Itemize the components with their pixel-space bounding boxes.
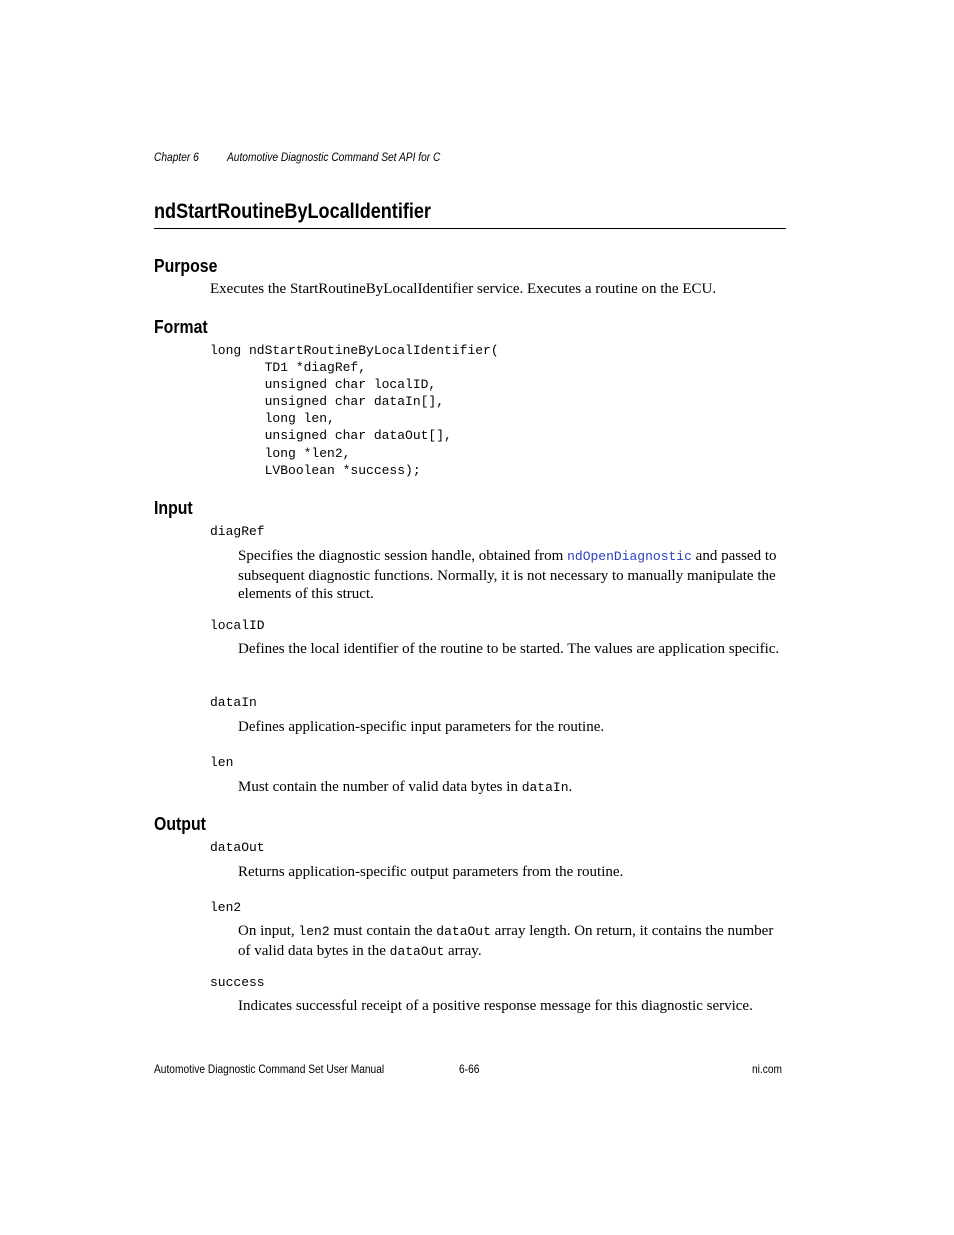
header-chapter: Chapter 6 bbox=[154, 150, 199, 164]
output-heading: Output bbox=[154, 814, 206, 834]
purpose-heading: Purpose bbox=[154, 256, 218, 276]
page-title: ndStartRoutineByLocalIdentifier bbox=[154, 200, 431, 223]
param-desc-diagRef: Specifies the diagnostic session handle, obtained from ndOpenDiagnostic and passed to subsequent diagnostic functions. Normally, it is not necessary to manually manipulate the elements of this struct. bbox=[238, 548, 777, 603]
param-name-dataOut: dataOut bbox=[210, 840, 265, 855]
param-desc-localID: Defines the local identifier of the routine to be started. The values are application specific. bbox=[238, 641, 780, 657]
param-name-len: len bbox=[210, 755, 234, 770]
param-name-diagRef: diagRef bbox=[210, 524, 265, 539]
footer-manual: Automotive Diagnostic Command Set User Manual bbox=[154, 1062, 385, 1076]
footer-page-number: 6-66 bbox=[459, 1062, 480, 1076]
ndopendiagnostic-link[interactable]: ndOpenDiagnostic bbox=[567, 549, 692, 564]
footer-site: ni.com bbox=[752, 1062, 783, 1076]
param-desc-len: Must contain the number of valid data bytes in dataIn. bbox=[238, 779, 573, 795]
input-heading: Input bbox=[154, 498, 193, 518]
param-name-len2: len2 bbox=[210, 900, 242, 915]
header-section: Automotive Diagnostic Command Set API for C bbox=[227, 150, 441, 164]
param-name-dataIn: dataIn bbox=[210, 695, 257, 710]
param-desc-len2: On input, len2 must contain the dataOut array length. On return, it contains the number of valid data bytes in the dataOut array. bbox=[238, 923, 774, 959]
purpose-text: Executes the StartRoutineByLocalIdentifier service. Executes a routine on the ECU. bbox=[210, 281, 717, 297]
param-desc-success: Indicates successful receipt of a positive response message for this diagnostic service. bbox=[238, 998, 753, 1014]
param-desc-dataOut: Returns application-specific output parameters from the routine. bbox=[238, 864, 624, 880]
param-name-success: success bbox=[210, 975, 265, 990]
title-rule bbox=[154, 228, 786, 229]
format-heading: Format bbox=[154, 317, 208, 337]
format-code: long ndStartRoutineByLocalIdentifier( TD1 *diagRef, unsigned char localID, unsigned char dataIn[], long len, unsigned char dataOut[], long *len2, LVBoolean *success); bbox=[210, 343, 499, 478]
param-desc-dataIn: Defines application-specific input parameters for the routine. bbox=[238, 719, 605, 735]
param-name-localID: localID bbox=[210, 618, 265, 633]
